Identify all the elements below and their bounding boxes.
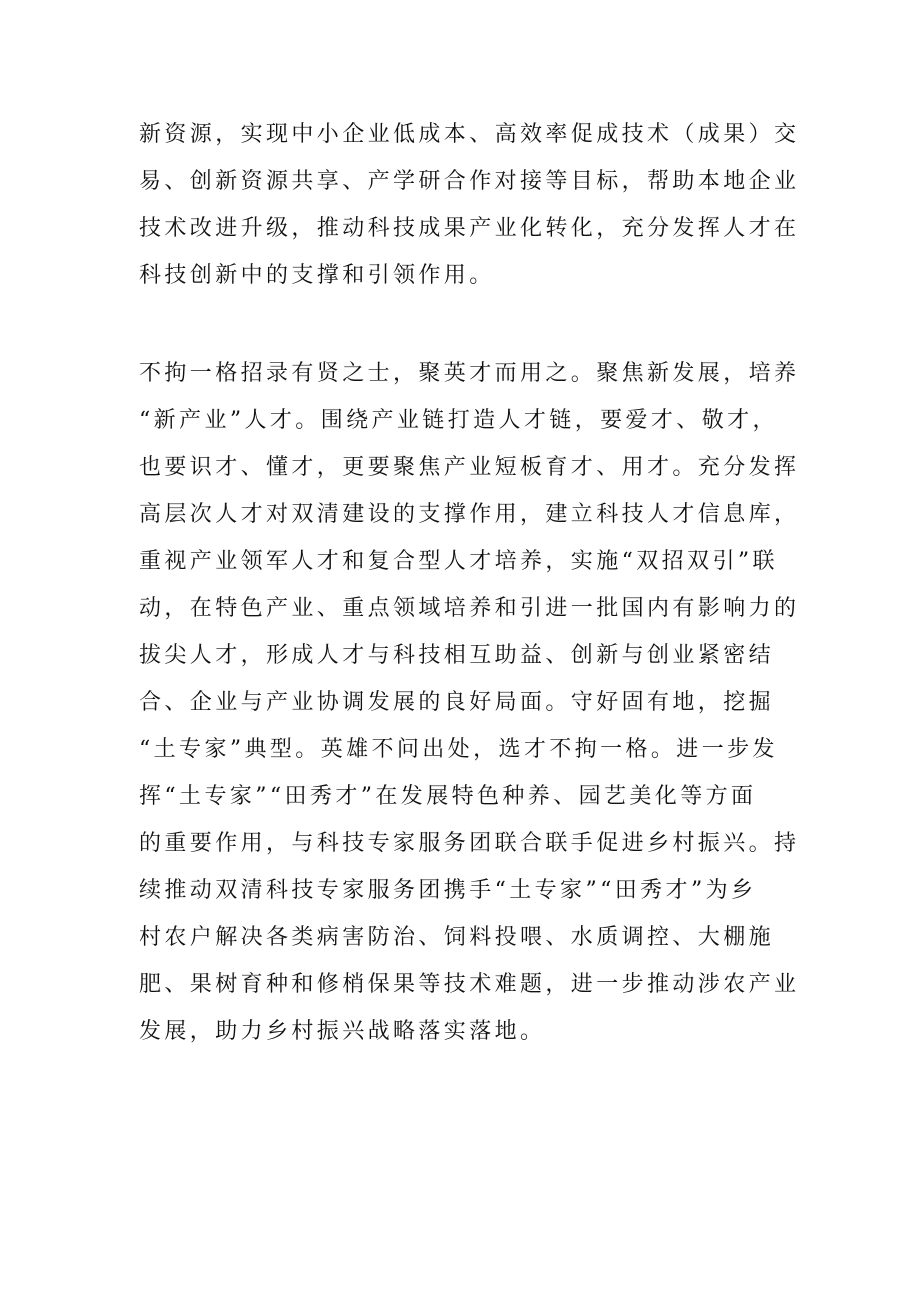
text-line: 新资源，实现中小企业低成本、高效率促成技术（成果）交 <box>139 122 800 147</box>
text-line: 不拘一格招录有贤之士，聚英才而用之。聚焦新发展，培养 <box>139 361 800 386</box>
text-line: 高层次人才对双清建设的支撑作用，建立科技人才信息库， <box>139 502 800 527</box>
text-line: 动，在特色产业、重点领域培养和引进一批国内有影响力的 <box>139 596 800 621</box>
paragraph-2 <box>139 350 799 1055</box>
text-line: “土专家”典型。英雄不问出处，选才不拘一格。进一步发 <box>139 737 778 762</box>
text-line: 挥“土专家”“田秀才”在发展特色种养、园艺美化等方面 <box>139 784 757 809</box>
text-line: 合、企业与产业协调发展的良好局面。守好固有地，挖掘 <box>139 690 775 715</box>
text-line: 科技创新中的支撑和引领作用。 <box>139 263 495 288</box>
text-line: 续推动双清科技专家服务团携手“土专家”“田秀才”为乡 <box>139 878 757 903</box>
text-line: 发展，助力乡村振兴战略落实落地。 <box>139 1019 546 1044</box>
text-line: “新产业”人才。围绕产业链打造人才链，要爱才、敬才， <box>139 408 778 433</box>
text-line: 重视产业领军人才和复合型人才培养，实施“双招双引”联 <box>139 549 778 574</box>
text-line: 也要识才、懂才，更要聚焦产业短板育才、用才。充分发挥 <box>139 455 800 480</box>
text-line: 拔尖人才，形成人才与科技相互助益、创新与创业紧密结 <box>139 643 775 668</box>
text-line: 技术改进升级，推动科技成果产业化转化，充分发挥人才在 <box>139 216 800 241</box>
text-line: 村农户解决各类病害防治、饲料投喂、水质调控、大棚施 <box>139 925 775 950</box>
text-line: 易、创新资源共享、产学研合作对接等目标，帮助本地企业 <box>139 169 800 194</box>
paragraph-1 <box>139 111 799 299</box>
text-line: 肥、果树育种和修梢保果等技术难题，进一步推动涉农产业 <box>139 972 800 997</box>
text-line: 的重要作用，与科技专家服务团联合联手促进乡村振兴。持 <box>139 831 800 856</box>
